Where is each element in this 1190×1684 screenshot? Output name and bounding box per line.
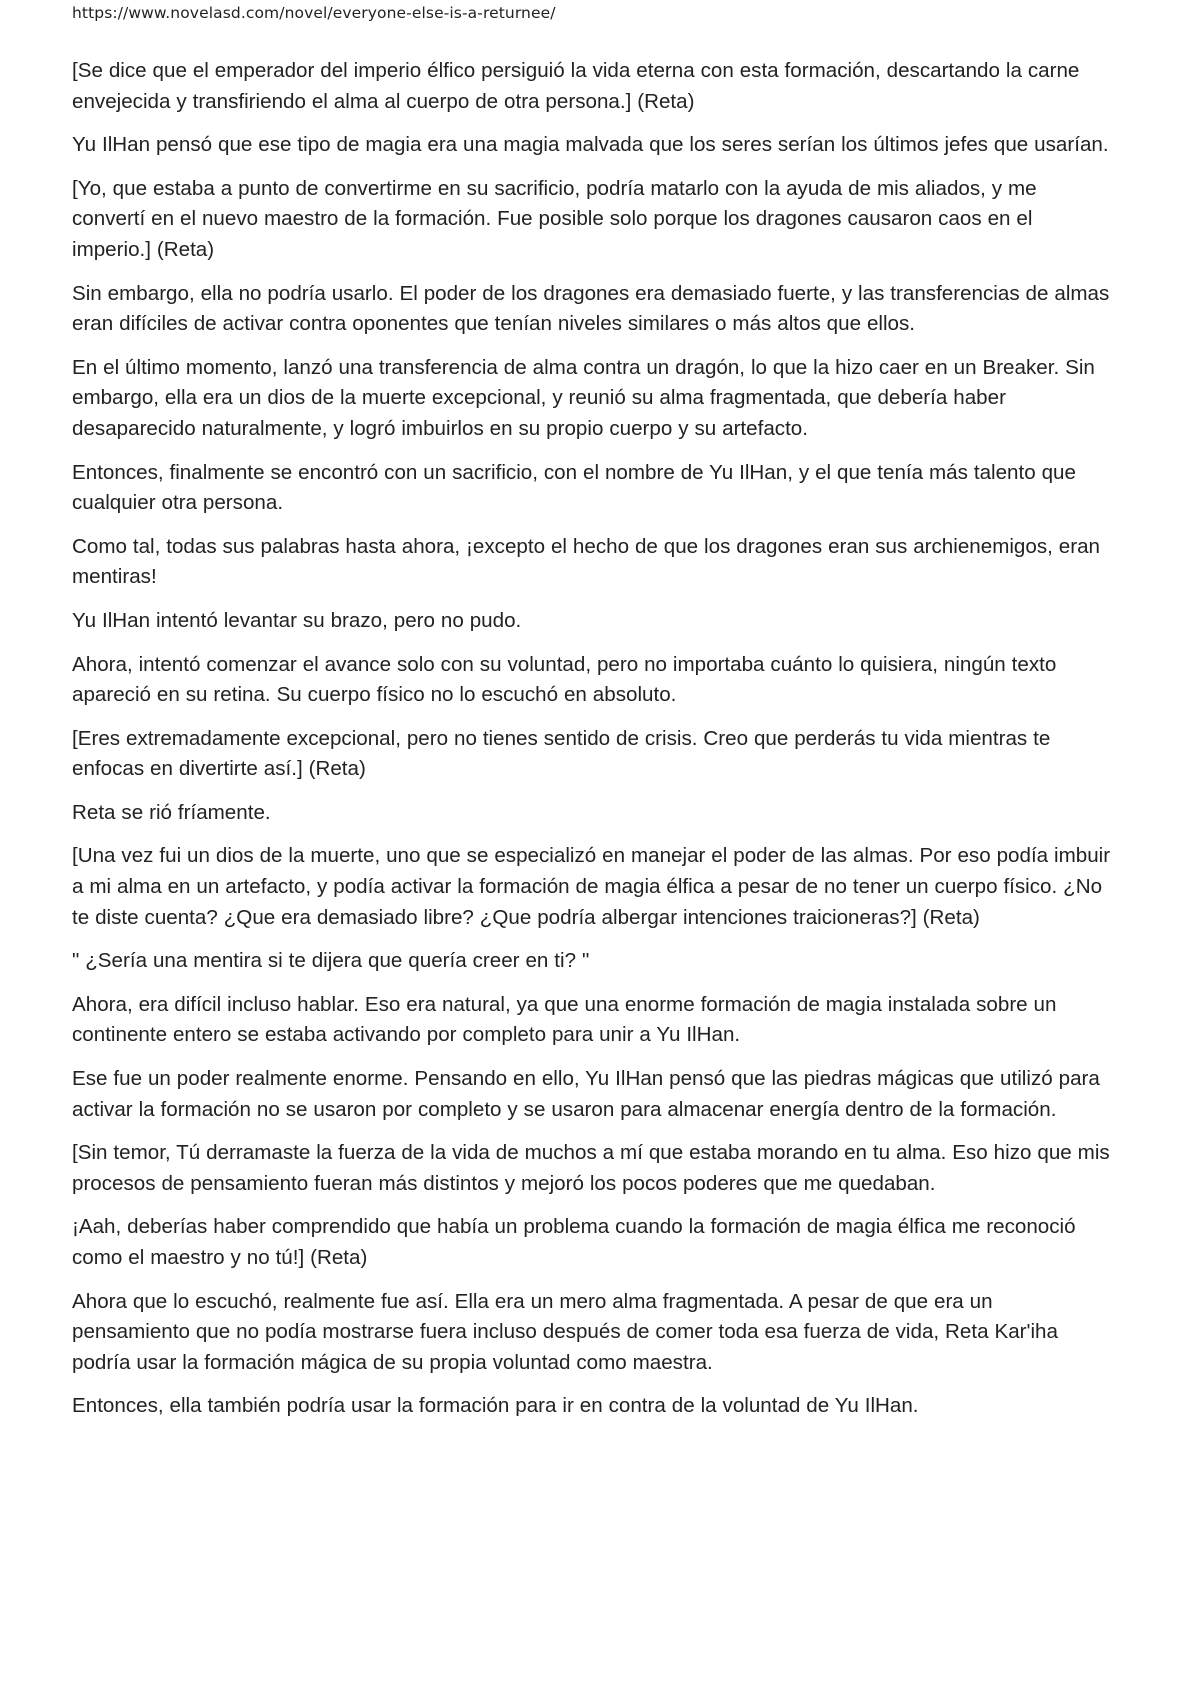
paragraph-3: [Yo, que estaba a punto de convertirme en su sacrificio, podría matarlo con la ayuda de mis aliados, y me convertí en el nuevo maestro de la formación. Fue posible solo porque los dragones causaron caos en el imperio.] (Reta)	[72, 176, 1037, 261]
paragraph-18: Ahora que lo escuchó, realmente fue así. Ella era un mero alma fragmentada. A pesar de que era un pensamiento que no podía mostrarse fuera incluso después de comer toda esa fuerza de vida, Reta Kar'iha podría usar la formación mágica de su propia voluntad como maestra.	[72, 1289, 1058, 1374]
paragraph-1: [Se dice que el emperador del imperio élfico persiguió la vida eterna con esta formación, descartando la carne envejecida y transfiriendo el alma al cuerpo de otra persona.] (Reta)	[72, 59, 1080, 113]
chapter-body	[72, 56, 1112, 1435]
paragraph-10: [Eres extremadamente excepcional, pero no tienes sentido de crisis. Creo que perderás tu vida mientras te enfocas en divertirte así.] (Reta)	[72, 726, 1051, 781]
paragraph-6: Entonces, finalmente se encontró con un sacrificio, con el nombre de Yu IlHan, y el que tenía más talento que cualquier otra persona.	[72, 460, 1076, 515]
paragraph-7: Como tal, todas sus palabras hasta ahora, ¡excepto el hecho de que los dragones eran sus archienemigos, eran mentiras!	[72, 534, 1100, 589]
paragraph-19: Entonces, ella también podría usar la formación para ir en contra de la voluntad de Yu IlHan.	[72, 1394, 919, 1418]
paragraph-9: Ahora, intentó comenzar el avance solo con su voluntad, pero no importaba cuánto lo quisiera, ningún texto apareció en su retina. Su cuerpo físico no lo escuchó en absoluto.	[72, 652, 1057, 707]
paragraph-11: Reta se rió fríamente.	[72, 800, 271, 824]
page-url-header: https://www.novelasd.com/novel/everyone-else-is-a-returnee/	[72, 4, 556, 22]
paragraph-8: Yu IlHan intentó levantar su brazo, pero no pudo.	[72, 608, 522, 632]
paragraph-2: Yu IlHan pensó que ese tipo de magia era una magia malvada que los seres serían los últimos jefes que usarían.	[72, 133, 1109, 157]
paragraph-13: " ¿Sería una mentira si te dijera que quería creer en ti? "	[72, 949, 590, 973]
paragraph-16: [Sin temor, Tú derramaste la fuerza de la vida de muchos a mí que estaba morando en tu alma. Eso hizo que mis procesos de pensamiento fueran más distintos y mejoró los pocos poderes que me quedaban.	[72, 1141, 1110, 1195]
paragraph-4: Sin embargo, ella no podría usarlo. El poder de los dragones era demasiado fuerte, y las transferencias de almas eran difíciles de activar contra oponentes que tenían niveles similares o más altos que ellos.	[72, 281, 1110, 336]
paragraph-15: Ese fue un poder realmente enorme. Pensando en ello, Yu IlHan pensó que las piedras mágicas que utilizó para activar la formación no se usaron por completo y se usaron para almacenar energía dentro de la formación.	[72, 1067, 1100, 1121]
paragraph-14: Ahora, era difícil incluso hablar. Eso era natural, ya que una enorme formación de magia instalada sobre un continente entero se estaba activando por completo para unir a Yu IlHan.	[72, 992, 1057, 1047]
paragraph-12: [Una vez fui un dios de la muerte, uno que se especializó en manejar el poder de las almas. Por eso podía imbuir a mi alma en un artefacto, y podía activar la formación de magia élfica a pesar de no tener un cuerpo físico. ¿No te diste cuenta? ¿Que era demasiado libre? ¿Que podría albergar intenciones traicioneras?] (Reta)	[72, 844, 1111, 929]
paragraph-5: En el último momento, lanzó una transferencia de alma contra un dragón, lo que la hizo caer en un Breaker. Sin embargo, ella era un dios de la muerte excepcional, y reunió su alma fragmentada, que debería haber desaparecido naturalmente, y logró imbuirlos en su propio cuerpo y su artefacto.	[72, 355, 1095, 440]
paragraph-17: ¡Aah, deberías haber comprendido que había un problema cuando la formación de magia élfica me reconoció como el maestro y no tú!] (Reta)	[72, 1215, 1076, 1269]
